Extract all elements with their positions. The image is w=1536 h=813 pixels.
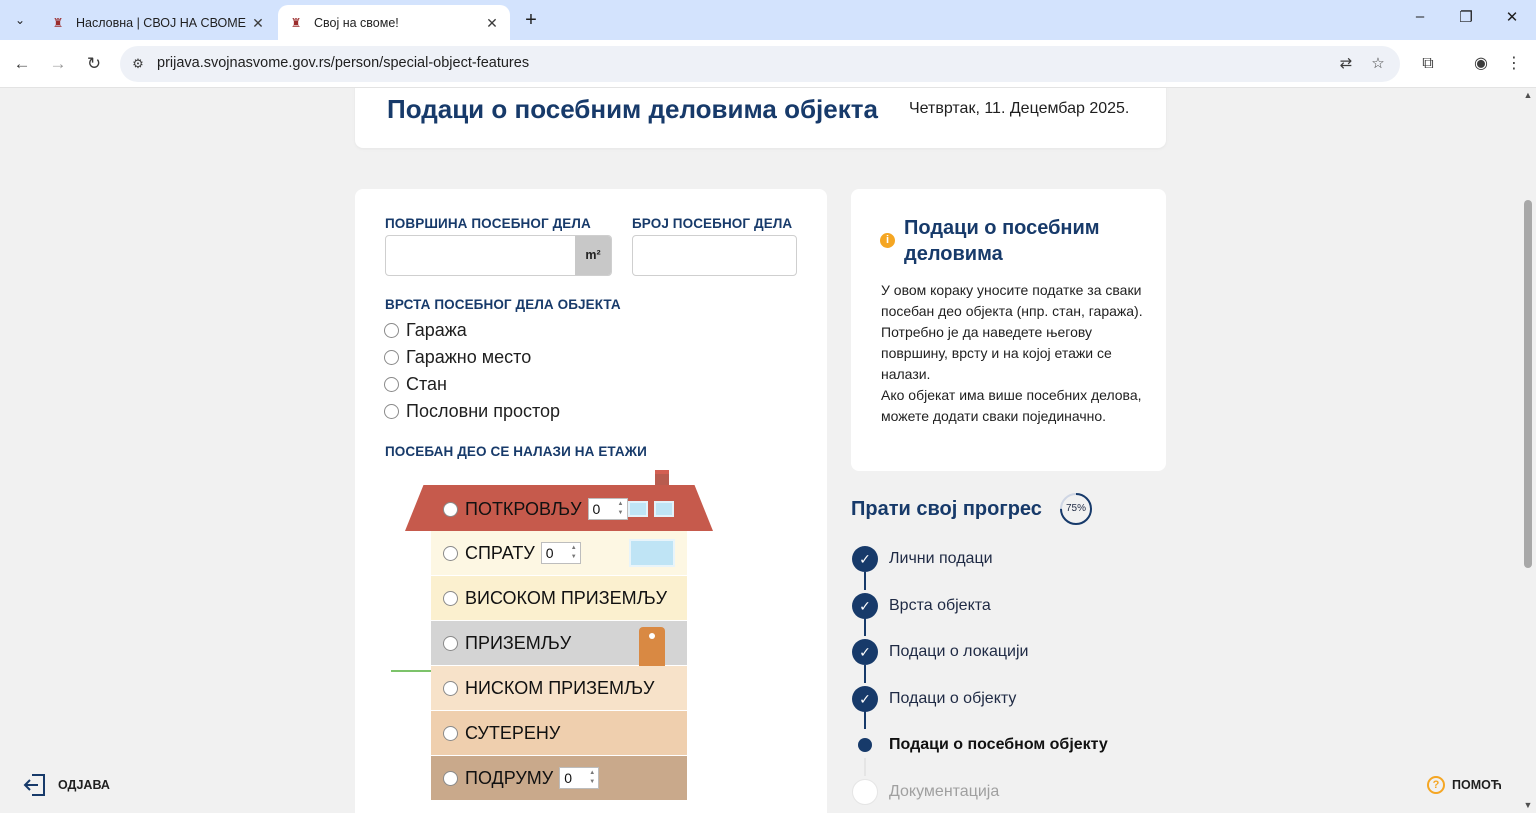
back-arrow-icon[interactable]: ← [13,54,31,73]
option-label: Стан [406,373,447,394]
stepper-value[interactable]: 0 [545,545,554,561]
floor-suterenu[interactable] [431,711,687,755]
progress-title: Прати свој прогрес [851,498,1042,520]
type-label: ВРСТА ПОСЕБНОГ ДЕЛА ОБЈЕКТА [385,297,621,312]
coat-of-arms-icon: ♜ [52,15,64,30]
current-date: Четвртак, 11. Децембар 2025. [909,100,1130,117]
floor-option [431,633,571,654]
progress-percent: 75% [1065,503,1086,514]
floor-count-stepper[interactable] [588,498,628,520]
step-podaci-o-objektu[interactable] [852,685,1016,713]
stepper-arrows-icon[interactable]: ▲ ▼ [570,545,577,560]
area-unit: m² [575,236,611,275]
extensions-icon[interactable]: ⧉ [1422,55,1434,72]
scroll-down-icon[interactable]: ▼ [1523,800,1533,810]
scroll-up-icon[interactable]: ▲ [1523,90,1533,100]
floor-label-text: СПРАТУ [465,542,535,563]
close-tab-icon[interactable]: ✕ [252,14,264,31]
current-step-dot-icon [852,732,878,758]
radio-button[interactable] [384,350,399,365]
stepper-arrows-icon[interactable]: ▲ ▼ [617,501,624,516]
floor-label-text: НИСКОМ ПРИЗЕМЉУ [465,677,655,698]
check-icon: ✓ [852,546,878,572]
close-window-icon[interactable]: ✕ [1505,9,1519,26]
floor-label-text: ПОДРУМУ [465,767,554,788]
radio-button[interactable] [443,771,458,786]
tab-naslovna[interactable] [40,5,276,40]
stepper-value[interactable]: 0 [592,501,601,517]
check-icon: ✓ [852,593,878,619]
page-title: Подаци о посебним деловима објекта [387,94,878,124]
window-graphic [654,501,674,517]
floor-visokom-prizemlju[interactable] [431,576,687,620]
step-label: Подаци о објекту [889,690,1017,707]
tab-search-chevron-icon[interactable]: ⌄ [14,13,26,27]
option-label: Пословни простор [406,400,561,421]
restore-icon[interactable]: ❐ [1459,9,1473,26]
radio-button[interactable] [443,591,458,606]
browser-toolbar [0,40,1536,88]
step-label: Подаци о локацији [889,643,1029,660]
tab-svoj-na-svome[interactable] [278,5,510,40]
form-card [355,189,827,813]
help-label: ПОМОЋ [1452,778,1502,792]
page-viewport [0,88,1520,813]
option-label: Гаража [406,319,467,340]
step-label: Лични подаци [889,550,993,567]
step-podaci-o-lokaciji[interactable] [852,638,1028,666]
progress-ring [1059,492,1093,526]
stepper-arrows-icon[interactable]: ▲ ▼ [589,770,596,785]
bookmark-star-icon[interactable]: ☆ [1371,55,1385,72]
step-connector [864,572,866,590]
profile-icon[interactable]: ◉ [1474,55,1488,72]
url-text[interactable]: prijava.svojnasvome.gov.rs/person/special-object-features [157,55,530,71]
address-bar[interactable] [120,46,1400,82]
floor-option [431,723,560,744]
info-card [851,189,1166,471]
site-info-icon[interactable]: ⚙ [132,56,144,71]
floor-prizemlju[interactable] [431,621,687,665]
check-icon: ✓ [852,639,878,665]
area-label: ПОВРШИНА ПОСЕБНОГ ДЕЛА [385,216,591,231]
step-label: Врста објекта [889,597,991,614]
radio-button[interactable] [384,377,399,392]
door-knob-graphic [649,633,655,639]
floor-label-text: ПРИЗЕМЉУ [465,632,572,653]
radio-button[interactable] [443,636,458,651]
floor-spratu[interactable] [431,531,687,575]
floor-option [431,767,599,789]
pending-step-dot-icon [852,779,878,805]
radio-button[interactable] [443,502,458,517]
floor-niskom-prizemlju[interactable] [431,666,687,710]
floor-option [431,588,667,609]
floor-label-text: СУТЕРЕНУ [465,722,561,743]
info-paragraph: У овом кораку уносите податке за сваки посебан део објекта (нпр. стан, гаража). Потребно је да наведете његову површину, врсту и на којој етажи се налази. [881,282,1143,382]
check-icon: ✓ [852,686,878,712]
page-scrollbar[interactable] [1520,88,1536,813]
logout-icon [22,771,50,799]
floor-podrumu[interactable] [431,756,687,800]
close-tab-icon[interactable]: ✕ [486,14,498,31]
type-option-stan[interactable] [384,373,447,395]
step-connector [864,711,866,729]
translate-icon[interactable]: ⇄ [1339,55,1353,72]
radio-button[interactable] [384,323,399,338]
header-card [355,88,1166,148]
step-podaci-o-posebnom-objektu[interactable] [852,731,1108,759]
step-label: Документација [889,783,1000,800]
area-input[interactable] [385,235,612,276]
option-label: Гаражно место [406,346,532,367]
number-label: БРОЈ ПОСЕБНОГ ДЕЛА [632,216,793,231]
menu-kebab-icon[interactable]: ⋮ [1506,55,1522,72]
help-button[interactable] [1427,774,1502,796]
floor-count-stepper[interactable] [541,542,581,564]
window-graphic [628,501,648,517]
coat-of-arms-icon: ♜ [290,15,302,30]
help-question-icon: ? [1427,776,1445,794]
stepper-value[interactable]: 0 [564,770,573,786]
minimize-icon[interactable]: – [1415,8,1425,25]
radio-button[interactable] [384,404,399,419]
floor-option [431,542,581,564]
floor-count-stepper[interactable] [559,767,599,789]
tab-title: Насловна | СВОЈ НА СВОМЕ [76,15,246,30]
radio-button[interactable] [443,681,458,696]
info-text [881,280,1143,427]
type-option-poslovni-prostor[interactable] [384,400,560,422]
window-graphic [629,539,675,567]
scroll-thumb[interactable] [1524,200,1532,568]
step-connector [864,618,866,636]
floor-label: ПОСЕБАН ДЕО СЕ НАЛАЗИ НА ЕТАЖИ [385,444,647,459]
floor-option [431,678,654,699]
chimney-graphic [655,470,669,486]
type-option-garazno-mesto[interactable] [384,346,531,368]
number-input[interactable] [632,235,797,276]
step-dokumentacija[interactable] [852,778,999,806]
info-icon: i [880,233,895,248]
info-title: Подаци о посебним деловима [904,217,1100,265]
reload-icon[interactable]: ↻ [86,54,102,73]
logout-label: ОДЈАВА [58,778,110,792]
floor-option [431,498,628,520]
building-floor-selector [405,470,715,813]
step-label: Подаци о посебном објекту [889,736,1108,753]
info-paragraph: Ако објекат има више посебних делова, можете додати сваки појединачно. [881,387,1142,424]
forward-arrow-icon[interactable]: → [49,54,67,73]
step-vrsta-objekta[interactable] [852,592,991,620]
tab-title: Свој на своме! [314,15,399,30]
browser-tab-bar [0,0,1536,40]
floor-label-text: ВИСОКОМ ПРИЗЕМЉУ [465,587,668,608]
type-option-garaza[interactable] [384,319,467,341]
step-licni-podaci[interactable] [852,545,993,573]
radio-button[interactable] [443,726,458,741]
floor-label-text: ПОТКРОВЉУ [465,498,582,519]
new-tab-button[interactable]: + [525,9,537,31]
radio-button[interactable] [443,546,458,561]
door-graphic [639,627,665,667]
step-connector [864,758,866,776]
step-connector [864,665,866,683]
logout-button[interactable] [22,770,110,800]
